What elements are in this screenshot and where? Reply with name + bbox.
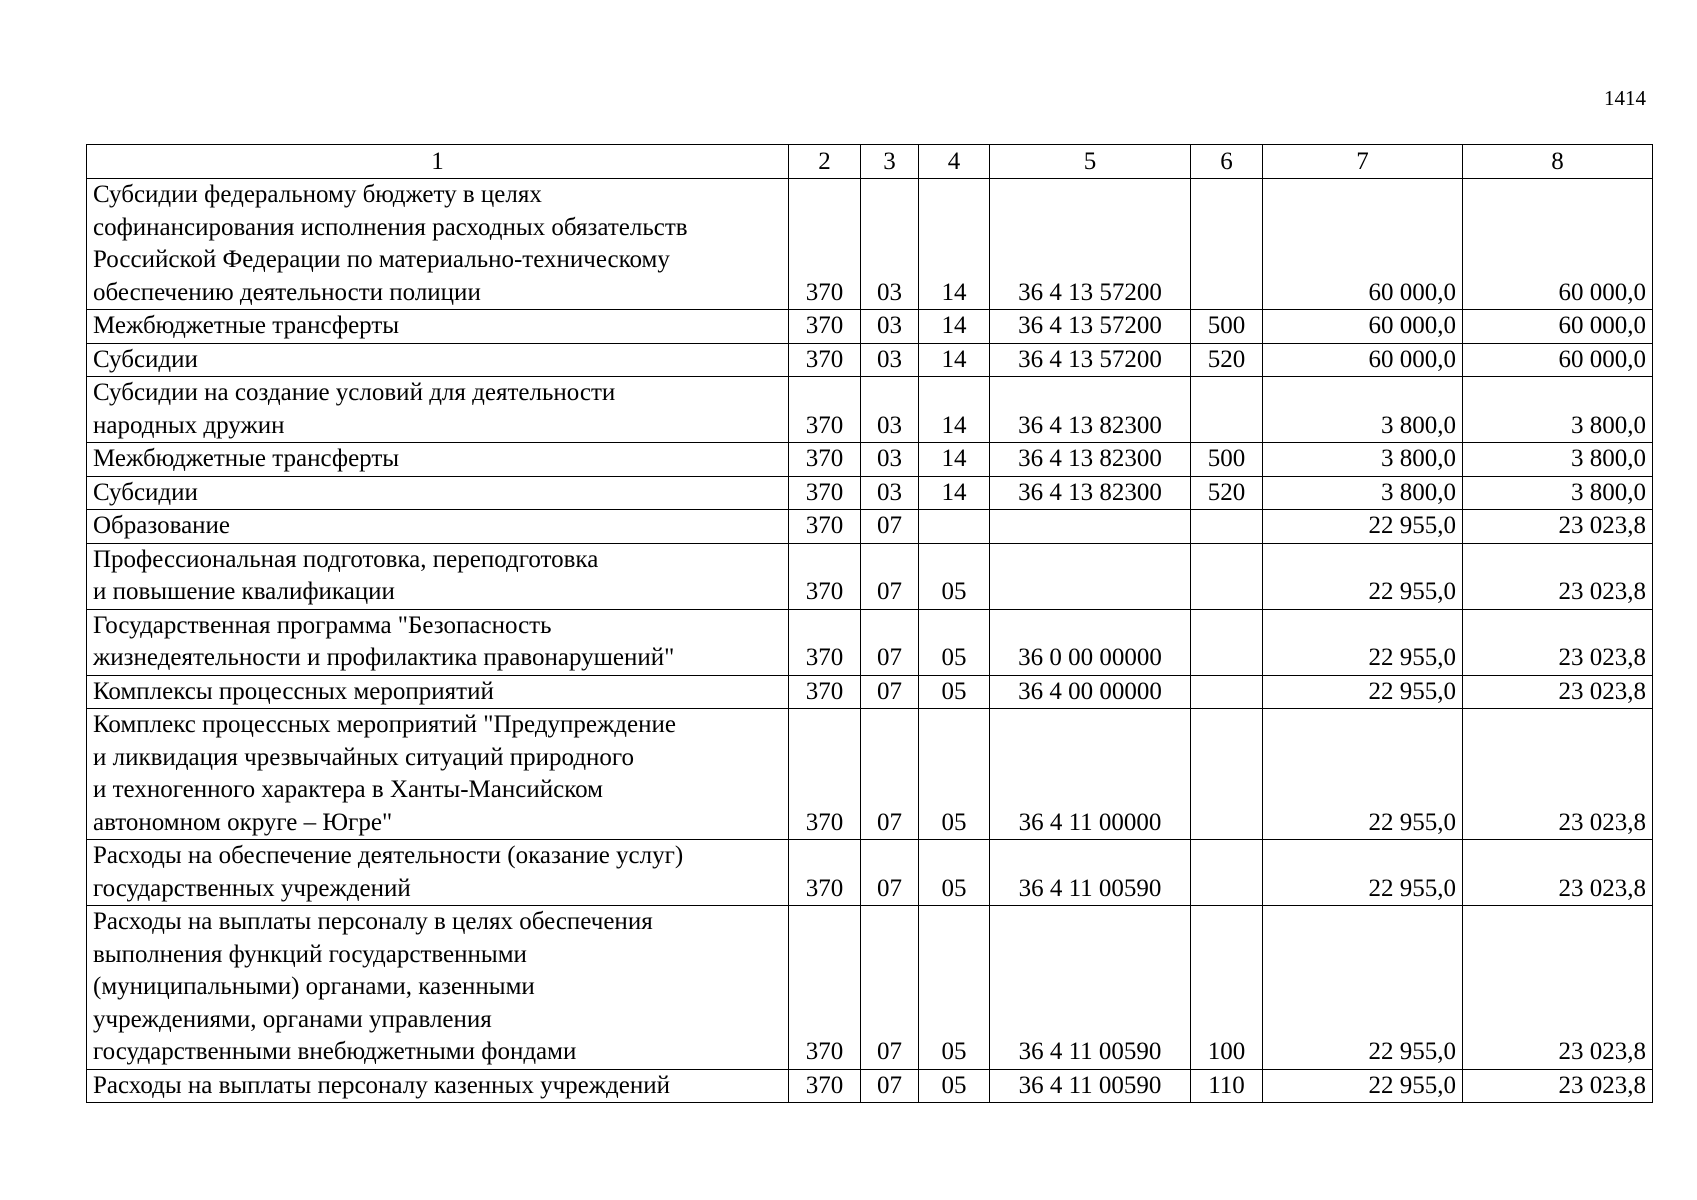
amount-col8-cell: 23 023,8 [1463,709,1653,840]
row-name-cell [87,543,789,609]
row-name-line: обеспечению деятельности полиции [93,278,481,306]
expense-type-cell: 500 [1191,310,1263,344]
admin-code-cell: 370 [789,343,861,377]
amount-col7-cell: 60 000,0 [1263,343,1463,377]
row-name-line: жизнедеятельности и профилактика правонарушений" [93,644,675,671]
admin-code-cell: 370 [789,906,861,1070]
amount-col7-cell: 22 955,0 [1263,675,1463,709]
table-row [87,510,1653,544]
subsection-code-cell: 05 [919,709,990,840]
section-code-cell: 03 [861,179,919,310]
column-number: 1 [87,145,789,179]
table-row [87,906,1653,1070]
row-name-line: учреждениями, органами управления [93,1005,492,1033]
expense-type-cell [1191,840,1263,906]
row-name-cell [87,675,789,709]
table-row [87,675,1653,709]
amount-col8-cell: 23 023,8 [1463,840,1653,906]
row-name-cell [87,377,789,443]
admin-code-cell: 370 [789,709,861,840]
row-name-line: Субсидии федеральному бюджету в целях [93,181,542,208]
section-code-cell: 07 [861,906,919,1070]
row-name-line: выполнения функций государственными [93,940,527,968]
section-code-cell: 03 [861,310,919,344]
target-article-cell: 36 4 13 82300 [990,377,1191,443]
amount-col7-cell: 22 955,0 [1263,906,1463,1070]
row-name-cell [87,310,789,344]
amount-col7-cell: 22 955,0 [1263,510,1463,544]
amount-col7-cell: 22 955,0 [1263,543,1463,609]
amount-col8-cell: 23 023,8 [1463,1069,1653,1103]
row-name-cell [87,840,789,906]
subsection-code-cell: 14 [919,343,990,377]
admin-code-cell: 370 [789,476,861,510]
subsection-code-cell [919,510,990,544]
section-code-cell: 07 [861,543,919,609]
admin-code-cell: 370 [789,1069,861,1103]
row-name-line: Субсидии [93,345,198,373]
row-name-line: и повышение квалификации [93,578,395,605]
target-article-cell: 36 4 13 57200 [990,343,1191,377]
row-name-cell [87,179,789,310]
table-row [87,840,1653,906]
subsection-code-cell: 14 [919,443,990,477]
table-row [87,443,1653,477]
admin-code-cell: 370 [789,675,861,709]
row-name-line: Межбюджетные трансферты [93,312,400,339]
target-article-cell: 36 4 11 00590 [990,906,1191,1070]
section-code-cell: 07 [861,675,919,709]
row-name-line: автономном округе – Югре" [93,808,393,836]
row-name-line: Расходы на выплаты персоналу в целях обеспечения [93,908,653,935]
row-name-line: Расходы на выплаты персоналу казенных учреждений [93,1071,670,1099]
amount-col8-cell: 3 800,0 [1463,377,1653,443]
section-code-cell: 03 [861,443,919,477]
table-row [87,1069,1653,1103]
section-code-cell: 03 [861,377,919,443]
row-name-line: и ликвидация чрезвычайных ситуаций природного [93,743,635,771]
expense-type-cell [1191,179,1263,310]
row-name-line: Комплексы процессных мероприятий [93,677,494,705]
section-code-cell: 03 [861,476,919,510]
row-name-line: софинансирования исполнения расходных обязательств [93,213,688,241]
amount-col8-cell: 23 023,8 [1463,675,1653,709]
row-name-line: и техногенного характера в Ханты-Мансийском [93,776,603,803]
subsection-code-cell: 05 [919,675,990,709]
row-name-line: Субсидии [93,478,198,506]
column-number: 3 [861,145,919,179]
admin-code-cell: 370 [789,377,861,443]
target-article-cell: 36 4 13 57200 [990,310,1191,344]
column-number: 8 [1463,145,1653,179]
amount-col7-cell: 22 955,0 [1263,709,1463,840]
section-code-cell: 07 [861,510,919,544]
table-row [87,310,1653,344]
subsection-code-cell: 05 [919,1069,990,1103]
subsection-code-cell: 05 [919,906,990,1070]
budget-table [86,144,1653,1103]
amount-col8-cell: 3 800,0 [1463,476,1653,510]
amount-col7-cell: 22 955,0 [1263,840,1463,906]
column-number-row [87,145,1653,179]
row-name-cell [87,343,789,377]
amount-col7-cell: 60 000,0 [1263,310,1463,344]
amount-col7-cell: 22 955,0 [1263,609,1463,675]
row-name-line: Образование [93,512,231,539]
target-article-cell: 36 4 13 82300 [990,476,1191,510]
amount-col8-cell: 23 023,8 [1463,609,1653,675]
subsection-code-cell: 14 [919,377,990,443]
expense-type-cell: 520 [1191,343,1263,377]
target-article-cell: 36 4 13 82300 [990,443,1191,477]
page-number: 1414 [1604,86,1646,110]
amount-col8-cell: 23 023,8 [1463,906,1653,1070]
row-name-line: (муниципальными) органами, казенными [93,973,535,1000]
subsection-code-cell: 14 [919,476,990,510]
row-name-line: Государственная программа "Безопасность [93,611,552,639]
amount-col8-cell: 23 023,8 [1463,543,1653,609]
subsection-code-cell: 05 [919,840,990,906]
expense-type-cell [1191,709,1263,840]
amount-col7-cell: 3 800,0 [1263,377,1463,443]
row-name-line: Расходы на обеспечение деятельности (оказание услуг) [93,842,684,869]
row-name-line: Субсидии на создание условий для деятельности [93,379,616,406]
expense-type-cell: 110 [1191,1069,1263,1103]
admin-code-cell: 370 [789,510,861,544]
expense-type-cell [1191,675,1263,709]
column-number: 2 [789,145,861,179]
row-name-cell [87,609,789,675]
amount-col7-cell: 3 800,0 [1263,476,1463,510]
amount-col8-cell: 60 000,0 [1463,179,1653,310]
expense-type-cell [1191,510,1263,544]
expense-type-cell [1191,609,1263,675]
column-number: 6 [1191,145,1263,179]
amount-col8-cell: 60 000,0 [1463,310,1653,344]
subsection-code-cell: 14 [919,310,990,344]
admin-code-cell: 370 [789,609,861,675]
expense-type-cell: 100 [1191,906,1263,1070]
admin-code-cell: 370 [789,179,861,310]
table-row [87,609,1653,675]
subsection-code-cell: 05 [919,543,990,609]
row-name-cell [87,906,789,1070]
row-name-cell [87,1069,789,1103]
row-name-cell [87,510,789,544]
row-name-line: народных дружин [93,411,285,439]
table-row [87,543,1653,609]
subsection-code-cell: 14 [919,179,990,310]
section-code-cell: 07 [861,1069,919,1103]
expense-type-cell [1191,543,1263,609]
target-article-cell [990,510,1191,544]
row-name-line: Межбюджетные трансферты [93,445,400,472]
row-name-line: Российской Федерации по материально-техническому [93,246,670,273]
table-row [87,476,1653,510]
amount-col8-cell: 3 800,0 [1463,443,1653,477]
admin-code-cell: 370 [789,443,861,477]
section-code-cell: 03 [861,343,919,377]
row-name-line: государственных учреждений [93,874,411,902]
amount-col7-cell: 3 800,0 [1263,443,1463,477]
row-name-cell [87,443,789,477]
amount-col7-cell: 60 000,0 [1263,179,1463,310]
expense-type-cell: 500 [1191,443,1263,477]
target-article-cell: 36 4 11 00590 [990,840,1191,906]
amount-col7-cell: 22 955,0 [1263,1069,1463,1103]
expense-type-cell [1191,377,1263,443]
amount-col8-cell: 60 000,0 [1463,343,1653,377]
row-name-cell [87,476,789,510]
target-article-cell: 36 4 11 00000 [990,709,1191,840]
table-row [87,377,1653,443]
section-code-cell: 07 [861,609,919,675]
column-number: 4 [919,145,990,179]
target-article-cell: 36 4 11 00590 [990,1069,1191,1103]
row-name-line: государственными внебюджетными фондами [93,1038,577,1065]
target-article-cell [990,543,1191,609]
section-code-cell: 07 [861,709,919,840]
table-row [87,709,1653,840]
amount-col8-cell: 23 023,8 [1463,510,1653,544]
section-code-cell: 07 [861,840,919,906]
target-article-cell: 36 4 13 57200 [990,179,1191,310]
row-name-line: Комплекс процессных мероприятий "Предупреждение [93,711,676,738]
target-article-cell: 36 4 00 00000 [990,675,1191,709]
table-row [87,343,1653,377]
table-row [87,179,1653,310]
row-name-line: Профессиональная подготовка, переподготовка [93,545,599,573]
admin-code-cell: 370 [789,840,861,906]
subsection-code-cell: 05 [919,609,990,675]
admin-code-cell: 370 [789,310,861,344]
target-article-cell: 36 0 00 00000 [990,609,1191,675]
admin-code-cell: 370 [789,543,861,609]
column-number: 7 [1263,145,1463,179]
column-number: 5 [990,145,1191,179]
expense-type-cell: 520 [1191,476,1263,510]
row-name-cell [87,709,789,840]
